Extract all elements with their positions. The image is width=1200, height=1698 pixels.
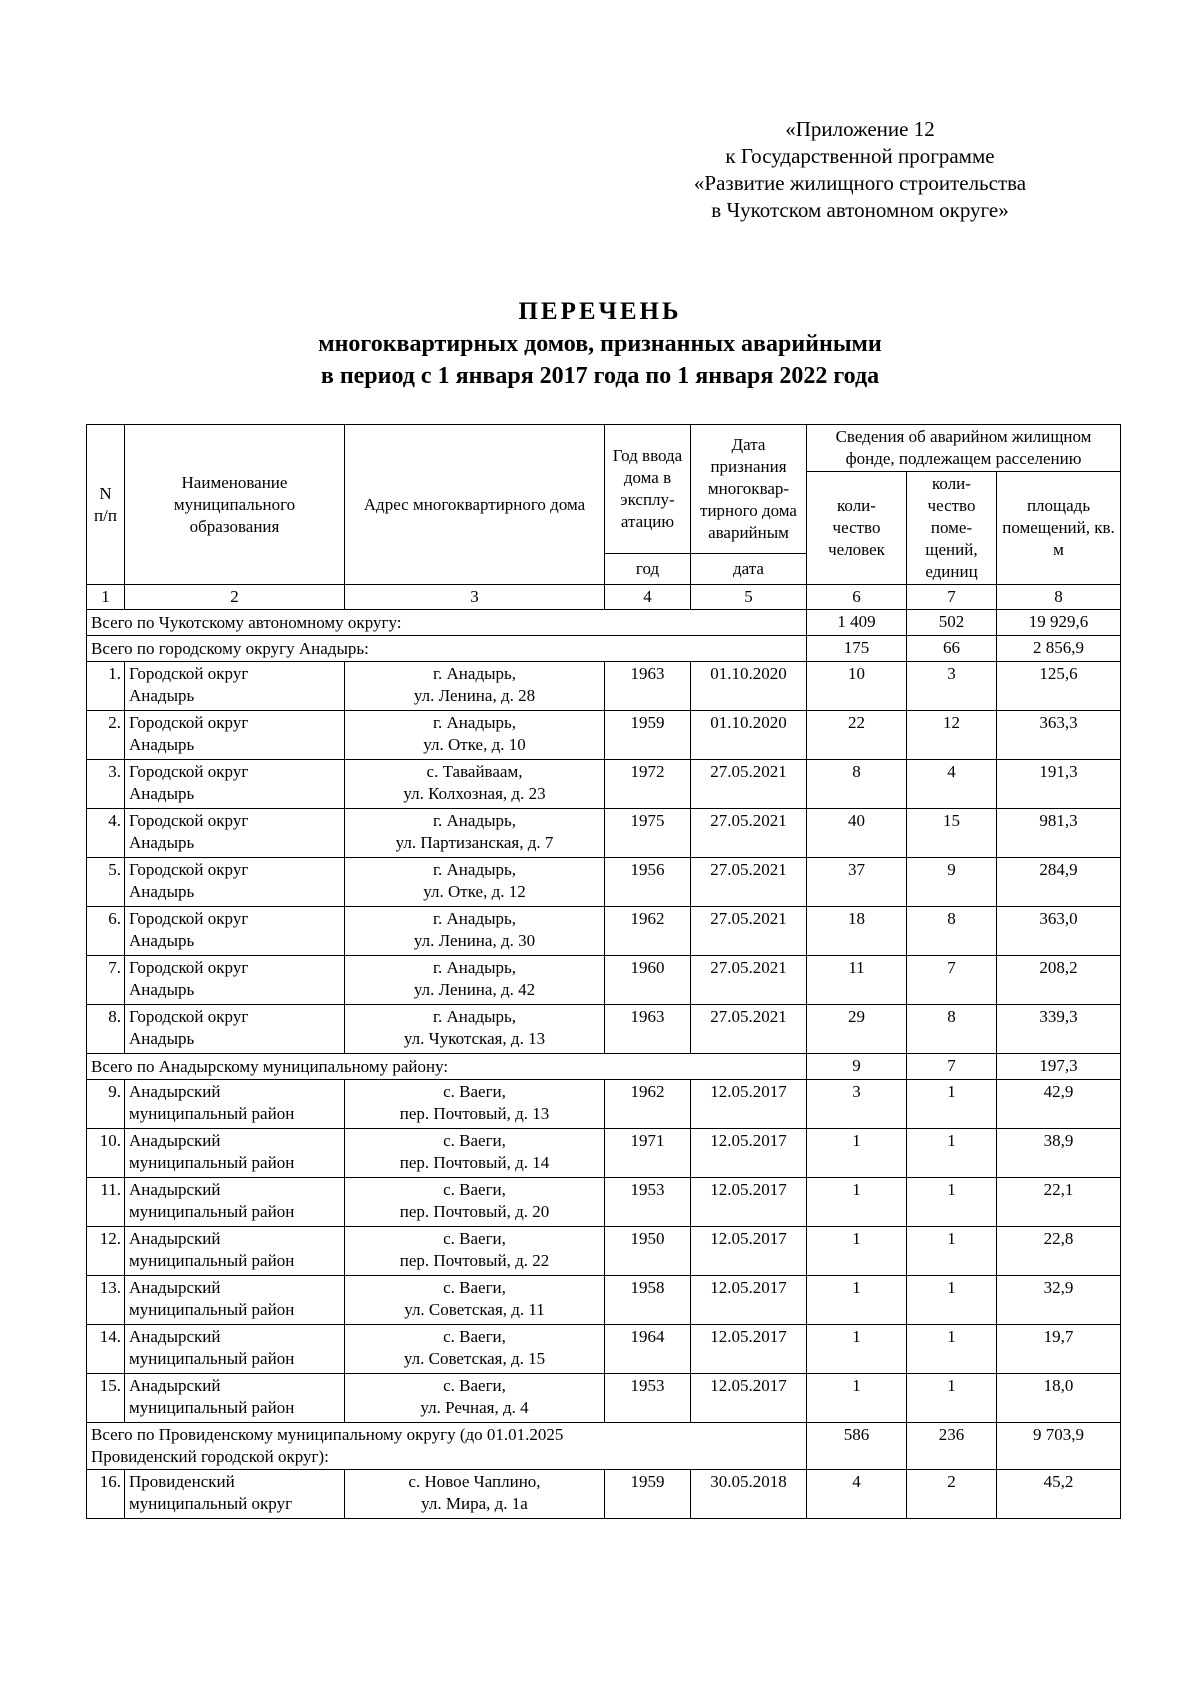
address-line: с. Новое Чаплино,	[408, 1472, 541, 1491]
address-line: ул. Ленина, д. 30	[413, 931, 536, 950]
total-row-okrug	[87, 610, 1121, 636]
year-cell: 1972	[605, 760, 691, 809]
row-number: 9.	[87, 1080, 125, 1129]
municipality-line: Городской округ	[129, 664, 249, 683]
municipality-line: Анадырь	[129, 784, 195, 803]
municipality-line: Городской округ	[129, 811, 249, 830]
total-label: Всего по Чукотскому автономному округу:	[87, 610, 807, 636]
municipality-line: Городской округ	[129, 958, 249, 977]
date-cell: 01.10.2020	[691, 662, 807, 711]
municipality-line: муниципальный район	[129, 1202, 295, 1221]
year-cell: 1962	[605, 1080, 691, 1129]
header-rooms: коли- чество поме- щений, единиц	[907, 472, 997, 585]
address-line: ул. Партизанская, д. 7	[395, 833, 554, 852]
municipality-cell	[125, 1227, 345, 1276]
area-cell: 32,9	[997, 1276, 1121, 1325]
people-cell: 11	[807, 956, 907, 1005]
header-people: коли- чество человек	[807, 472, 907, 585]
rooms-cell: 9	[907, 858, 997, 907]
municipality-line: Анадырь	[129, 686, 195, 705]
address-line: пер. Почтовый, д. 14	[399, 1153, 550, 1172]
municipality-line: Анадырский	[129, 1278, 221, 1297]
header-group: Сведения об аварийном жилищном фонде, подлежащем расселению	[807, 425, 1121, 472]
total-area: 19 929,6	[997, 610, 1121, 636]
address-line: с. Ваеги,	[443, 1082, 506, 1101]
address-cell	[345, 1470, 605, 1519]
date-cell: 12.05.2017	[691, 1178, 807, 1227]
people-cell: 22	[807, 711, 907, 760]
address-line: ул. Ленина, д. 42	[413, 980, 536, 999]
address-line: ул. Чукотская, д. 13	[403, 1029, 546, 1048]
table-row	[87, 1470, 1121, 1519]
column-number: 1	[87, 585, 125, 610]
total-label	[87, 1423, 807, 1470]
total-people: 9	[807, 1054, 907, 1080]
column-number: 5	[691, 585, 807, 610]
appendix-line: «Приложение 12	[785, 117, 935, 141]
address-line: с. Ваеги,	[443, 1327, 506, 1346]
year-cell: 1971	[605, 1129, 691, 1178]
municipality-cell	[125, 711, 345, 760]
total-rooms: 7	[907, 1054, 997, 1080]
address-line: с. Ваеги,	[443, 1229, 506, 1248]
date-cell: 12.05.2017	[691, 1374, 807, 1423]
column-number: 7	[907, 585, 997, 610]
area-cell: 22,8	[997, 1227, 1121, 1276]
total-area: 197,3	[997, 1054, 1121, 1080]
municipality-line: Анадырский	[129, 1376, 221, 1395]
address-cell	[345, 711, 605, 760]
year-cell: 1963	[605, 662, 691, 711]
row-number: 6.	[87, 907, 125, 956]
address-cell	[345, 662, 605, 711]
people-cell: 8	[807, 760, 907, 809]
total-area: 9 703,9	[997, 1423, 1121, 1470]
address-line: г. Анадырь,	[432, 811, 517, 830]
address-cell	[345, 1374, 605, 1423]
area-cell: 363,0	[997, 907, 1121, 956]
header-year-sub: год	[605, 553, 691, 584]
column-number: 4	[605, 585, 691, 610]
municipality-line: Анадырь	[129, 833, 195, 852]
area-cell: 45,2	[997, 1470, 1121, 1519]
header-date-sub: дата	[691, 553, 807, 584]
title-period: в период с 1 января 2017 года по 1 января 2022 года	[320, 363, 880, 389]
year-cell: 1956	[605, 858, 691, 907]
row-number: 4.	[87, 809, 125, 858]
municipality-line: муниципальный округ	[129, 1494, 293, 1513]
table-row	[87, 907, 1121, 956]
address-line: ул. Советская, д. 11	[404, 1300, 545, 1319]
row-number: 13.	[87, 1276, 125, 1325]
address-line: пер. Почтовый, д. 22	[399, 1251, 550, 1270]
rooms-cell: 8	[907, 1005, 997, 1054]
row-number: 5.	[87, 858, 125, 907]
municipality-line: муниципальный район	[129, 1104, 295, 1123]
people-cell: 10	[807, 662, 907, 711]
area-cell: 191,3	[997, 760, 1121, 809]
table-row	[87, 1178, 1121, 1227]
total-rooms: 66	[907, 636, 997, 662]
address-line: с. Ваеги,	[443, 1376, 506, 1395]
total-label-line: Всего по Провиденскому муниципальному округу (до 01.01.2025	[91, 1425, 564, 1444]
date-cell: 27.05.2021	[691, 809, 807, 858]
municipality-cell	[125, 1325, 345, 1374]
column-number: 8	[997, 585, 1121, 610]
table-row	[87, 809, 1121, 858]
address-line: с. Тавайваам,	[426, 762, 523, 781]
year-cell: 1963	[605, 1005, 691, 1054]
address-line: г. Анадырь,	[432, 1007, 517, 1026]
rooms-cell: 1	[907, 1374, 997, 1423]
header-area: площадь помещений, кв. м	[997, 472, 1121, 585]
header-address: Адрес многоквартирного дома	[345, 425, 605, 585]
rooms-cell: 8	[907, 907, 997, 956]
year-cell: 1964	[605, 1325, 691, 1374]
table-row	[87, 1080, 1121, 1129]
date-cell: 30.05.2018	[691, 1470, 807, 1519]
area-cell: 339,3	[997, 1005, 1121, 1054]
appendix-line: «Развитие жилищного строительства	[693, 171, 1027, 195]
address-line: пер. Почтовый, д. 13	[399, 1104, 550, 1123]
date-cell: 12.05.2017	[691, 1276, 807, 1325]
row-number: 15.	[87, 1374, 125, 1423]
total-label: Всего по Анадырскому муниципальному району:	[87, 1054, 807, 1080]
total-label: Всего по городскому округу Анадырь:	[87, 636, 807, 662]
address-cell	[345, 1129, 605, 1178]
rooms-cell: 15	[907, 809, 997, 858]
table-row	[87, 711, 1121, 760]
title-heading: ПЕРЕЧЕНЬ	[518, 298, 682, 325]
people-cell: 1	[807, 1276, 907, 1325]
total-label-line: Провиденский городской округ):	[91, 1447, 329, 1466]
address-line: г. Анадырь,	[432, 664, 517, 683]
total-people: 586	[807, 1423, 907, 1470]
municipality-cell	[125, 662, 345, 711]
address-cell	[345, 760, 605, 809]
rooms-cell: 1	[907, 1080, 997, 1129]
people-cell: 1	[807, 1178, 907, 1227]
total-people: 1 409	[807, 610, 907, 636]
year-cell: 1962	[605, 907, 691, 956]
row-number: 12.	[87, 1227, 125, 1276]
row-number: 7.	[87, 956, 125, 1005]
table-row	[87, 760, 1121, 809]
rooms-cell: 1	[907, 1178, 997, 1227]
table-row	[87, 1276, 1121, 1325]
address-line: г. Анадырь,	[432, 860, 517, 879]
people-cell: 40	[807, 809, 907, 858]
year-cell: 1960	[605, 956, 691, 1005]
municipality-cell	[125, 1470, 345, 1519]
municipality-line: муниципальный район	[129, 1349, 295, 1368]
municipality-line: Городской округ	[129, 713, 249, 732]
address-line: ул. Ленина, д. 28	[413, 686, 536, 705]
row-number: 1.	[87, 662, 125, 711]
municipality-cell	[125, 1080, 345, 1129]
table-row	[87, 1325, 1121, 1374]
column-number: 2	[125, 585, 345, 610]
municipality-cell	[125, 809, 345, 858]
address-line: ул. Речная, д. 4	[420, 1398, 529, 1417]
year-cell: 1958	[605, 1276, 691, 1325]
people-cell: 4	[807, 1470, 907, 1519]
table-row	[87, 1374, 1121, 1423]
address-cell	[345, 858, 605, 907]
date-cell: 01.10.2020	[691, 711, 807, 760]
row-number: 11.	[87, 1178, 125, 1227]
municipality-line: Городской округ	[129, 1007, 249, 1026]
people-cell: 18	[807, 907, 907, 956]
area-cell: 208,2	[997, 956, 1121, 1005]
address-cell	[345, 956, 605, 1005]
municipality-line: Анадырский	[129, 1327, 221, 1346]
area-cell: 42,9	[997, 1080, 1121, 1129]
total-row-provid	[87, 1423, 1121, 1470]
year-cell: 1953	[605, 1374, 691, 1423]
address-line: ул. Отке, д. 12	[423, 882, 526, 901]
people-cell: 37	[807, 858, 907, 907]
municipality-line: муниципальный район	[129, 1251, 295, 1270]
municipality-line: Анадырь	[129, 882, 195, 901]
municipality-cell	[125, 1374, 345, 1423]
municipality-cell	[125, 907, 345, 956]
address-cell	[345, 907, 605, 956]
emergency-housing-table	[86, 424, 1121, 1519]
row-number: 10.	[87, 1129, 125, 1178]
row-number: 16.	[87, 1470, 125, 1519]
date-cell: 27.05.2021	[691, 760, 807, 809]
address-cell	[345, 809, 605, 858]
municipality-line: Городской округ	[129, 762, 249, 781]
table-row	[87, 662, 1121, 711]
table-row	[87, 858, 1121, 907]
area-cell: 363,3	[997, 711, 1121, 760]
address-line: ул. Колхозная, д. 23	[403, 784, 546, 803]
municipality-cell	[125, 858, 345, 907]
appendix-line: в Чукотском автономном округе»	[711, 198, 1009, 222]
table-row	[87, 1129, 1121, 1178]
municipality-line: Анадырь	[129, 735, 195, 754]
municipality-line: Анадырский	[129, 1131, 221, 1150]
address-cell	[345, 1005, 605, 1054]
address-line: ул. Отке, д. 10	[423, 735, 526, 754]
municipality-line: Городской округ	[129, 860, 249, 879]
rooms-cell: 2	[907, 1470, 997, 1519]
area-cell: 125,6	[997, 662, 1121, 711]
column-number: 6	[807, 585, 907, 610]
address-cell	[345, 1325, 605, 1374]
rooms-cell: 1	[907, 1129, 997, 1178]
header-date: Дата признания многоквар- тирного дома аварийным	[691, 425, 807, 554]
table-row	[87, 1227, 1121, 1276]
title-subheading: многоквартирных домов, признанных аварийными	[318, 331, 882, 357]
year-cell: 1959	[605, 1470, 691, 1519]
area-cell: 284,9	[997, 858, 1121, 907]
address-line: пер. Почтовый, д. 20	[399, 1202, 550, 1221]
year-cell: 1975	[605, 809, 691, 858]
date-cell: 27.05.2021	[691, 1005, 807, 1054]
municipality-cell	[125, 1276, 345, 1325]
year-cell: 1953	[605, 1178, 691, 1227]
people-cell: 3	[807, 1080, 907, 1129]
municipality-line: Анадырский	[129, 1229, 221, 1248]
rooms-cell: 12	[907, 711, 997, 760]
people-cell: 1	[807, 1325, 907, 1374]
address-cell	[345, 1276, 605, 1325]
area-cell: 22,1	[997, 1178, 1121, 1227]
address-cell	[345, 1178, 605, 1227]
column-number: 3	[345, 585, 605, 610]
appendix-line: к Государственной программе	[725, 144, 995, 168]
date-cell: 12.05.2017	[691, 1080, 807, 1129]
header-number: N п/п	[87, 425, 125, 585]
header-municipality: Наименование муниципального образования	[125, 425, 345, 585]
header-year: Год ввода дома в эксплу- атацию	[605, 425, 691, 554]
address-line: г. Анадырь,	[432, 713, 517, 732]
total-row-anadyr-city	[87, 636, 1121, 662]
municipality-line: Городской округ	[129, 909, 249, 928]
date-cell: 27.05.2021	[691, 907, 807, 956]
municipality-line: муниципальный район	[129, 1398, 295, 1417]
rooms-cell: 1	[907, 1227, 997, 1276]
area-cell: 981,3	[997, 809, 1121, 858]
people-cell: 1	[807, 1129, 907, 1178]
municipality-cell	[125, 1129, 345, 1178]
address-cell	[345, 1080, 605, 1129]
municipality-line: Провиденский	[129, 1472, 235, 1491]
municipality-line: Анадырь	[129, 931, 195, 950]
table-row	[87, 1005, 1121, 1054]
address-line: ул. Советская, д. 15	[403, 1349, 546, 1368]
address-line: с. Ваеги,	[443, 1180, 506, 1199]
appendix-note	[660, 116, 1060, 224]
municipality-line: Анадырский	[129, 1180, 221, 1199]
date-cell: 12.05.2017	[691, 1325, 807, 1374]
rooms-cell: 3	[907, 662, 997, 711]
date-cell: 27.05.2021	[691, 858, 807, 907]
address-line: с. Ваеги,	[443, 1278, 506, 1297]
rooms-cell: 4	[907, 760, 997, 809]
people-cell: 1	[807, 1227, 907, 1276]
municipality-line: Анадырский	[129, 1082, 221, 1101]
table-row	[87, 956, 1121, 1005]
municipality-cell	[125, 956, 345, 1005]
municipality-cell	[125, 760, 345, 809]
municipality-line: Анадырь	[129, 1029, 195, 1048]
row-number: 3.	[87, 760, 125, 809]
date-cell: 27.05.2021	[691, 956, 807, 1005]
area-cell: 18,0	[997, 1374, 1121, 1423]
total-area: 2 856,9	[997, 636, 1121, 662]
date-cell: 12.05.2017	[691, 1129, 807, 1178]
document-title	[0, 296, 1200, 392]
address-line: ул. Мира, д. 1а	[421, 1494, 528, 1513]
year-cell: 1959	[605, 711, 691, 760]
total-people: 175	[807, 636, 907, 662]
rooms-cell: 1	[907, 1325, 997, 1374]
area-cell: 38,9	[997, 1129, 1121, 1178]
municipality-line: муниципальный район	[129, 1300, 295, 1319]
total-rooms: 236	[907, 1423, 997, 1470]
address-line: г. Анадырь,	[432, 958, 517, 977]
municipality-line: Анадырь	[129, 980, 195, 999]
row-number: 8.	[87, 1005, 125, 1054]
people-cell: 1	[807, 1374, 907, 1423]
rooms-cell: 7	[907, 956, 997, 1005]
municipality-cell	[125, 1178, 345, 1227]
address-cell	[345, 1227, 605, 1276]
address-line: с. Ваеги,	[443, 1131, 506, 1150]
year-cell: 1950	[605, 1227, 691, 1276]
municipality-cell	[125, 1005, 345, 1054]
total-row-anadyr-district	[87, 1054, 1121, 1080]
date-cell: 12.05.2017	[691, 1227, 807, 1276]
area-cell: 19,7	[997, 1325, 1121, 1374]
rooms-cell: 1	[907, 1276, 997, 1325]
row-number: 14.	[87, 1325, 125, 1374]
address-line: г. Анадырь,	[432, 909, 517, 928]
municipality-line: муниципальный район	[129, 1153, 295, 1172]
total-rooms: 502	[907, 610, 997, 636]
people-cell: 29	[807, 1005, 907, 1054]
row-number: 2.	[87, 711, 125, 760]
